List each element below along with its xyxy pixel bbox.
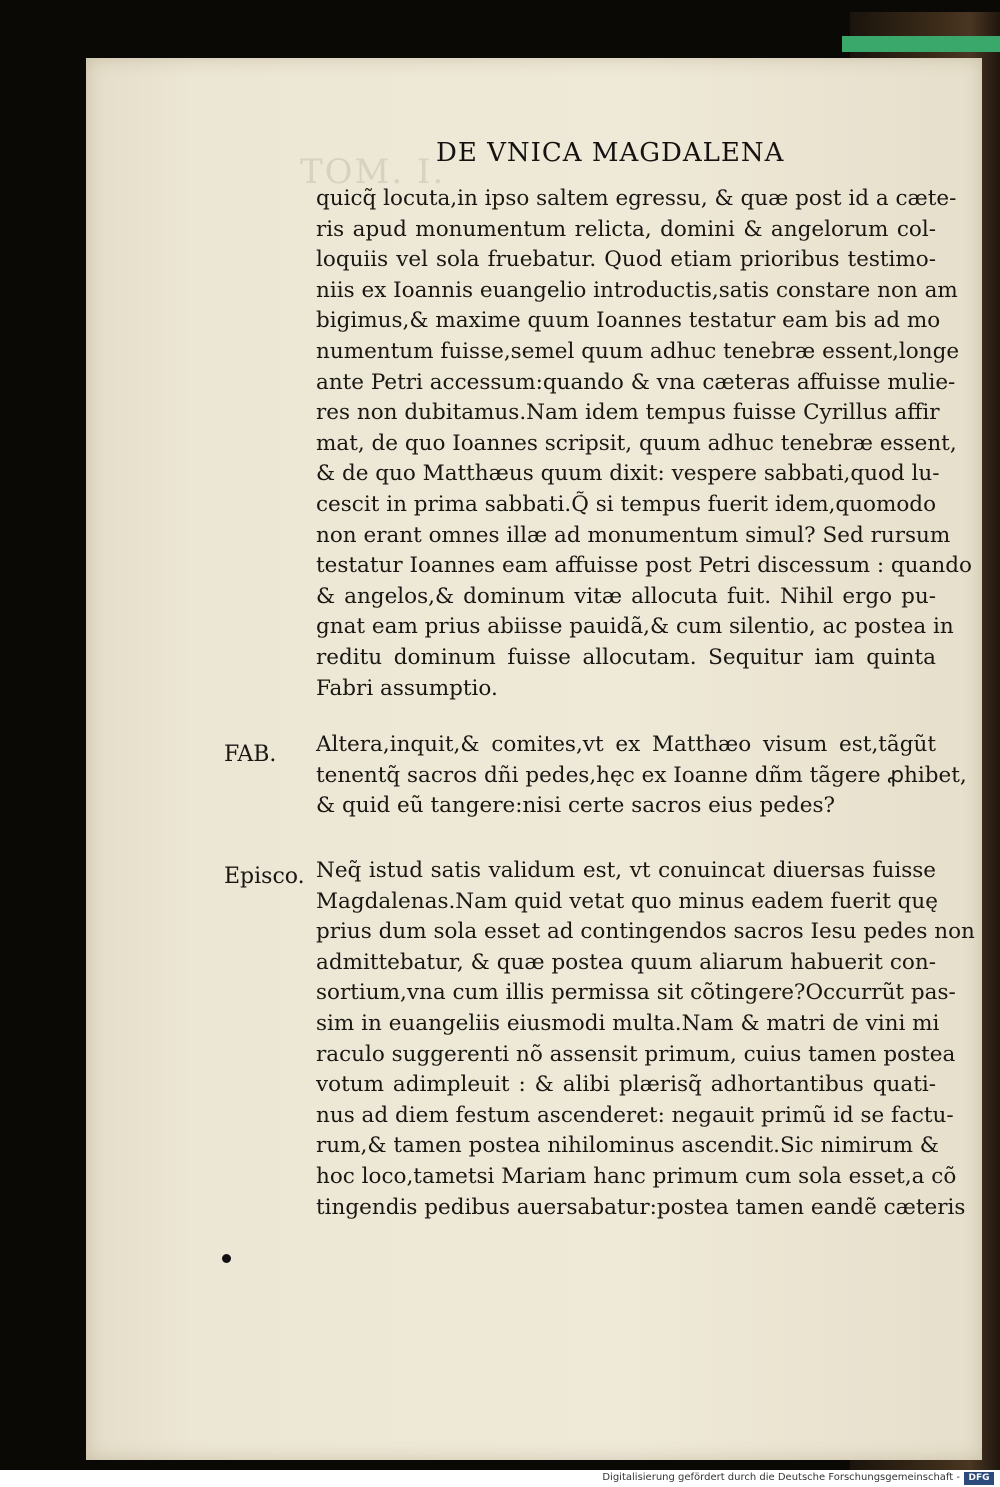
ink-dot-mark [222, 1254, 231, 1263]
text-line: bigimus,& maxime quum Ioannes testatur eam bis ad mo [316, 308, 941, 334]
text-line: Altera,inquit,& comites,vt ex Matthæo visum est,tãgũt [316, 732, 936, 757]
text-line: tingendis pedibus auersabatur:postea tamen eandẽ cæteris [316, 1194, 966, 1220]
fab-paragraph [316, 730, 967, 822]
digitization-footer [0, 1470, 1000, 1487]
text-line: Neq̃ istud satis validum est, vt conuincat diuersas fuisse [316, 858, 936, 883]
text-line: Fabri assumptio. [316, 675, 498, 701]
color-calibration-strip [842, 36, 1000, 52]
text-line: & de quo Matthæus quum dixit: vespere sabbati,quod lu- [316, 461, 940, 487]
text-line: & quid eũ tangere:nisi certe sacros eius pedes? [316, 793, 836, 819]
bleed-through-text: TOM. I. [300, 152, 446, 192]
text-line: ris apud monumentum relicta, domini & angelorum col- [316, 216, 936, 242]
text-line: sortium,vna cum illis permissa sit cõtingere?Occurrũt pas- [316, 980, 956, 1006]
speaker-label-episco: Episco. [224, 864, 305, 889]
text-line: gnat eam prius abiisse pauidã,& cum silentio, ac postea in [316, 614, 954, 640]
text-line: mat, de quo Ioannes scripsit, quum adhuc tenebræ essent, [316, 430, 957, 456]
text-line: Magdalenas.Nam quid vetat quo minus eadem fuerit quę [316, 888, 938, 914]
text-line: rum,& tamen postea nihilominus ascendit.Sic nimirum & [316, 1133, 939, 1159]
footer-credit: Digitalisierung gefördert durch die Deutsche Forschungsgemeinschaft - [602, 1472, 960, 1483]
text-line: & angelos,& dominum vitæ allocuta fuit. Nihil ergo pu- [316, 583, 936, 609]
speaker-label-fab: FAB. [224, 742, 277, 767]
episco-paragraph [316, 856, 975, 1223]
text-line: votum adimpleuit : & alibi plærisq̃ adhortantibus quati- [316, 1072, 936, 1098]
text-line: ante Petri accessum:quando & vna cæteras affuisse mulie- [316, 369, 956, 395]
dfg-logo: DFG [964, 1472, 994, 1485]
text-line: admittebatur, & quæ postea quum aliarum habuerit con- [316, 949, 936, 975]
text-line: cescit in prima sabbati.Q̃ si tempus fuerit idem,quomodo [316, 491, 937, 517]
text-line: niis ex Ioannis euangelio introductis,satis constare non am [316, 277, 958, 303]
text-line: prius dum sola esset ad contingendos sacros Iesu pedes non [316, 919, 975, 945]
text-line: nus ad diem festum ascenderet: negauit primũ id se factu- [316, 1102, 954, 1128]
text-line: tenentq̃ sacros dñi pedes,hęc ex Ioanne dñm tãgere ꝓhibet, [316, 762, 967, 788]
text-line: sim in euangeliis eiusmodi multa.Nam & matri de vini mi [316, 1010, 940, 1036]
text-line: numentum fuisse,semel quum adhuc tenebræ essent,longe [316, 338, 960, 364]
text-line: res non dubitamus.Nam idem tempus fuisse Cyrillus affir [316, 400, 940, 426]
text-line: loquiis vel sola fruebatur. Quod etiam prioribus testimo- [316, 247, 936, 273]
text-line: quicq̃ locuta,in ipso saltem egressu, & quæ post id a cæte- [316, 186, 957, 211]
running-head: DE VNICA MAGDALENA [436, 138, 785, 168]
text-line: hoc loco,tametsi Mariam hanc primum cum sola esset,a cõ [316, 1163, 957, 1189]
body-paragraph [316, 184, 972, 704]
book-page [86, 58, 982, 1460]
text-line: raculo suggerenti nõ assensit primum, cuius tamen postea [316, 1041, 956, 1067]
text-line: non erant omnes illæ ad monumentum simul? Sed rursum [316, 522, 951, 548]
text-line: reditu dominum fuisse allocutam. Sequitur iam quinta [316, 644, 936, 670]
text-line: testatur Ioannes eam affuisse post Petri discessum : quando [316, 553, 972, 579]
